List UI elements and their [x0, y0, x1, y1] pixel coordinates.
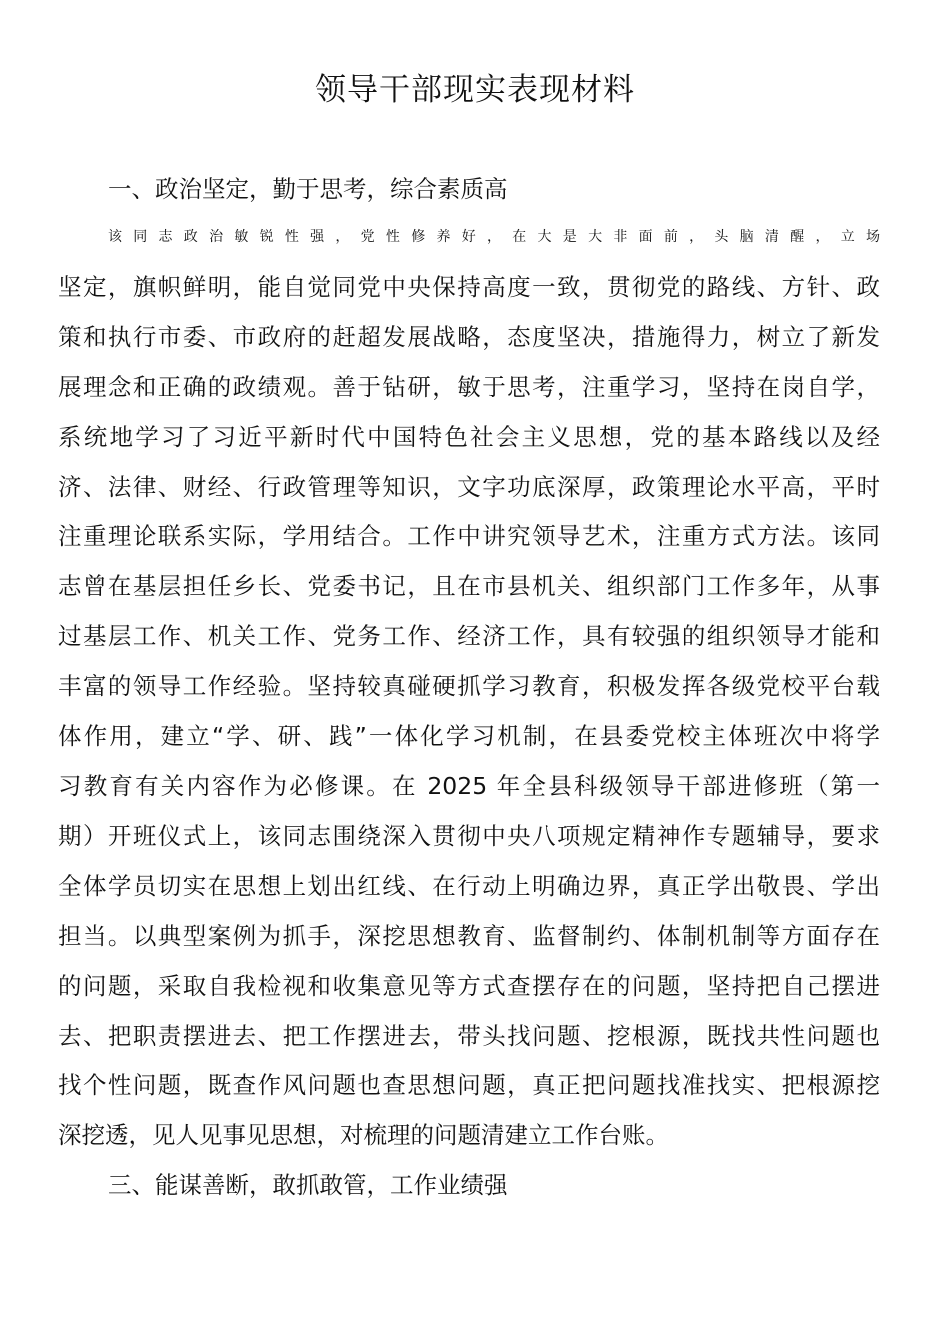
paragraph-line: 体作用，建立“学、研、践”一体化学习机制，在县委党校主体班次中将学 — [58, 722, 880, 751]
document-title: 领导干部现实表现材料 — [315, 72, 635, 108]
body-paragraph — [58, 213, 880, 1161]
paragraph-line: 深挖透，见人见事见思想，对梳理的问题清建立工作台账。 — [58, 1121, 669, 1150]
paragraph-line: 志曾在基层担任乡长、党委书记，且在市县机关、组织部门工作多年，从事 — [58, 572, 880, 601]
paragraph-line: 找个性问题，既查作风问题也查思想问题，真正把问题找准找实、把根源挖 — [58, 1071, 880, 1100]
paragraph-line: 展理念和正确的政绩观。善于钻研，敏于思考，注重学习，坚持在岗自学， — [58, 372, 880, 401]
paragraph-line: 系统地学习了习近平新时代中国特色社会主义思想，党的基本路线以及经 — [58, 422, 880, 451]
paragraph-line: 担当。以典型案例为抓手，深挖思想教育、监督制约、体制机制等方面存在 — [58, 921, 880, 950]
paragraph-line: 该同志政治敏锐性强，党性修养好，在大是大非面前，头脑清醒，立场 — [108, 229, 880, 245]
paragraph-line: 去、把职责摆进去、把工作摆进去，带头找问题、挖根源，既找共性问题也 — [58, 1021, 880, 1050]
paragraph-line: 注重理论联系实际，学用结合。工作中讲究领导艺术，注重方式方法。该同 — [58, 522, 880, 551]
section-heading-one: 一、政治坚定，勤于思考，综合素质高 — [108, 175, 508, 203]
paragraph-line: 丰富的领导工作经验。坚持较真碰硬抓学习教育，积极发挥各级党校平台载 — [58, 672, 880, 701]
paragraph-line: 期）开班仪式上，该同志围绕深入贯彻中央八项规定精神作专题辅导，要求 — [58, 821, 880, 850]
paragraph-line: 全体学员切实在思想上划出红线、在行动上明确边界，真正学出敬畏、学出 — [58, 871, 880, 900]
paragraph-line: 济、法律、财经、行政管理等知识，文字功底深厚，政策理论水平高，平时 — [58, 472, 880, 501]
paragraph-line: 坚定，旗帜鲜明，能自觉同党中央保持高度一致，贯彻党的路线、方针、政 — [58, 272, 880, 301]
section-heading-three: 三、能谋善断，敢抓敢管，工作业绩强 — [108, 1171, 508, 1199]
paragraph-line: 策和执行市委、市政府的赶超发展战略，态度坚决，措施得力，树立了新发 — [58, 322, 880, 351]
paragraph-line: 的问题，采取自我检视和收集意见等方式查摆存在的问题，坚持把自己摆进 — [58, 971, 880, 1000]
paragraph-line: 习教育有关内容作为必修课。在 2025 年全县科级领导干部进修班（第一 — [58, 771, 880, 800]
paragraph-line: 过基层工作、机关工作、党务工作、经济工作，具有较强的组织领导才能和 — [58, 622, 880, 651]
